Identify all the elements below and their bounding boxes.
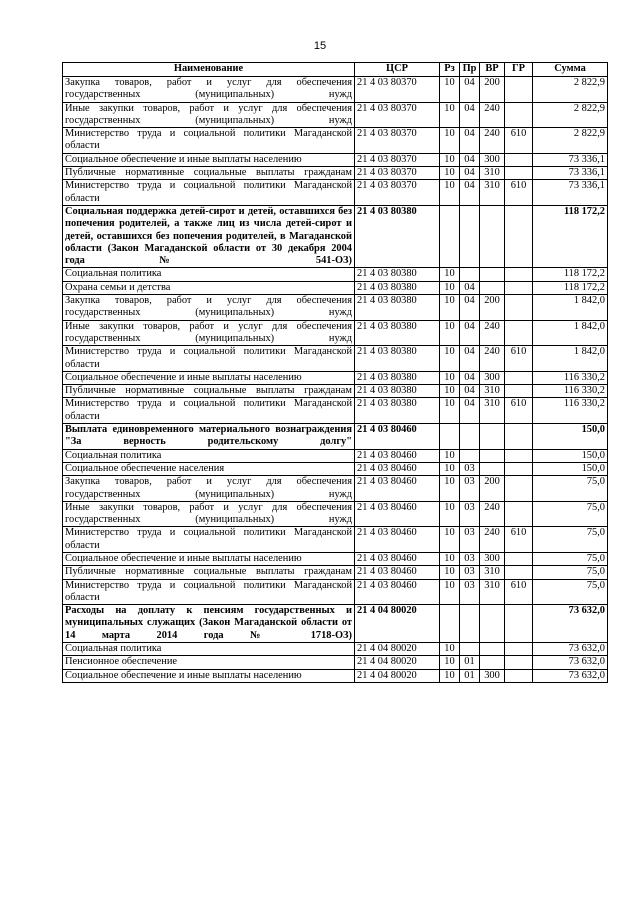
cell-gr xyxy=(505,77,533,103)
cell-gr: 610 xyxy=(505,128,533,154)
cell-csr: 21 4 03 80370 xyxy=(355,102,440,128)
cell-pr: 04 xyxy=(460,371,480,384)
table-row xyxy=(63,167,608,180)
cell-name: Социальное обеспечение и иные выплаты населению xyxy=(63,153,355,166)
cell-gr xyxy=(505,476,533,502)
cell-rz: 10 xyxy=(440,579,460,605)
table-row xyxy=(63,527,608,553)
cell-pr xyxy=(460,424,480,450)
cell-csr: 21 4 03 80370 xyxy=(355,180,440,206)
cell-name: Министерство труда и социальной политики Магаданской области xyxy=(63,398,355,424)
table-row xyxy=(63,552,608,565)
cell-sum: 2 822,9 xyxy=(533,77,608,103)
cell-gr xyxy=(505,167,533,180)
table-row xyxy=(63,656,608,669)
table-body xyxy=(63,77,608,683)
cell-sum: 73 336,1 xyxy=(533,153,608,166)
table-row xyxy=(63,77,608,103)
cell-rz: 10 xyxy=(440,527,460,553)
cell-rz: 10 xyxy=(440,128,460,154)
cell-rz: 10 xyxy=(440,320,460,346)
cell-vr: 310 xyxy=(480,398,505,424)
cell-name: Публичные нормативные социальные выплаты гражданам xyxy=(63,167,355,180)
cell-csr: 21 4 03 80370 xyxy=(355,77,440,103)
cell-name: Публичные нормативные социальные выплаты гражданам xyxy=(63,566,355,579)
cell-rz: 10 xyxy=(440,180,460,206)
table-row xyxy=(63,669,608,682)
cell-csr: 21 4 03 80380 xyxy=(355,320,440,346)
cell-vr xyxy=(480,643,505,656)
cell-gr: 610 xyxy=(505,180,533,206)
cell-csr: 21 4 03 80460 xyxy=(355,501,440,527)
cell-pr: 03 xyxy=(460,462,480,475)
cell-gr xyxy=(505,281,533,294)
cell-rz: 10 xyxy=(440,153,460,166)
cell-sum: 150,0 xyxy=(533,424,608,450)
cell-vr xyxy=(480,205,505,267)
cell-sum: 75,0 xyxy=(533,501,608,527)
cell-gr: 610 xyxy=(505,579,533,605)
table-row xyxy=(63,346,608,372)
cell-gr xyxy=(505,320,533,346)
cell-vr: 240 xyxy=(480,128,505,154)
cell-vr xyxy=(480,656,505,669)
cell-csr: 21 4 03 80460 xyxy=(355,462,440,475)
cell-pr: 03 xyxy=(460,527,480,553)
cell-csr: 21 4 03 80380 xyxy=(355,398,440,424)
cell-rz: 10 xyxy=(440,462,460,475)
cell-rz: 10 xyxy=(440,449,460,462)
cell-rz: 10 xyxy=(440,669,460,682)
table-row xyxy=(63,295,608,321)
cell-rz: 10 xyxy=(440,371,460,384)
page-number: 15 xyxy=(313,40,327,52)
cell-name: Охрана семьи и детства xyxy=(63,281,355,294)
cell-csr: 21 4 03 80460 xyxy=(355,476,440,502)
cell-name: Социальное обеспечение населения xyxy=(63,462,355,475)
cell-vr: 200 xyxy=(480,77,505,103)
cell-rz: 10 xyxy=(440,281,460,294)
cell-csr: 21 4 03 80380 xyxy=(355,205,440,267)
cell-gr xyxy=(505,656,533,669)
table-row xyxy=(63,501,608,527)
cell-gr xyxy=(505,268,533,281)
cell-pr: 01 xyxy=(460,656,480,669)
cell-csr: 21 4 03 80460 xyxy=(355,566,440,579)
cell-gr xyxy=(505,669,533,682)
cell-sum: 2 822,9 xyxy=(533,102,608,128)
cell-name: Расходы на доплату к пенсиям государственных и муниципальных служащих (Закон Магаданской области от 14 марта 2014 года № 1718-ОЗ) xyxy=(63,605,355,643)
cell-sum: 116 330,2 xyxy=(533,371,608,384)
cell-csr: 21 4 03 80380 xyxy=(355,371,440,384)
cell-pr: 04 xyxy=(460,102,480,128)
cell-sum: 2 822,9 xyxy=(533,128,608,154)
cell-sum: 73 632,0 xyxy=(533,605,608,643)
cell-rz: 10 xyxy=(440,77,460,103)
cell-gr xyxy=(505,153,533,166)
cell-csr: 21 4 03 80380 xyxy=(355,295,440,321)
table-row xyxy=(63,579,608,605)
cell-sum: 73 336,1 xyxy=(533,180,608,206)
cell-sum: 73 632,0 xyxy=(533,643,608,656)
cell-pr: 04 xyxy=(460,153,480,166)
cell-csr: 21 4 03 80380 xyxy=(355,385,440,398)
cell-rz: 10 xyxy=(440,501,460,527)
cell-name: Социальное обеспечение и иные выплаты населению xyxy=(63,552,355,565)
cell-vr: 240 xyxy=(480,501,505,527)
cell-pr: 03 xyxy=(460,476,480,502)
cell-pr: 03 xyxy=(460,501,480,527)
cell-csr: 21 4 03 80460 xyxy=(355,424,440,450)
cell-name: Пенсионное обеспечение xyxy=(63,656,355,669)
cell-name: Выплата единовременного материального вознаграждения "За верность родительскому долгу" xyxy=(63,424,355,450)
table-row xyxy=(63,281,608,294)
table-row xyxy=(63,385,608,398)
cell-name: Социальная поддержка детей-сирот и детей, оставшихся без попечения родителей, а также лиц из числа детей-сирот и детей, оставшихся без попечения родителей, в Магаданской области (Закон Магаданской области от 30 декабря 2004 года № 541-ОЗ) xyxy=(63,205,355,267)
cell-sum: 73 632,0 xyxy=(533,669,608,682)
cell-sum: 75,0 xyxy=(533,579,608,605)
cell-rz: 10 xyxy=(440,385,460,398)
cell-csr: 21 4 03 80460 xyxy=(355,449,440,462)
cell-vr: 310 xyxy=(480,566,505,579)
cell-name: Социальное обеспечение и иные выплаты населению xyxy=(63,371,355,384)
cell-name: Министерство труда и социальной политики Магаданской области xyxy=(63,579,355,605)
cell-csr: 21 4 03 80460 xyxy=(355,552,440,565)
cell-csr: 21 4 03 80370 xyxy=(355,128,440,154)
cell-sum: 75,0 xyxy=(533,476,608,502)
cell-vr xyxy=(480,605,505,643)
budget-table xyxy=(62,62,608,683)
header-name: Наименование xyxy=(63,63,355,77)
cell-rz: 10 xyxy=(440,552,460,565)
cell-gr xyxy=(505,643,533,656)
cell-sum: 73 336,1 xyxy=(533,167,608,180)
cell-sum: 73 632,0 xyxy=(533,656,608,669)
cell-rz: 10 xyxy=(440,167,460,180)
cell-gr xyxy=(505,102,533,128)
cell-vr: 300 xyxy=(480,371,505,384)
cell-gr xyxy=(505,552,533,565)
cell-pr: 03 xyxy=(460,566,480,579)
table-row xyxy=(63,605,608,643)
cell-rz: 10 xyxy=(440,566,460,579)
cell-vr: 240 xyxy=(480,527,505,553)
table-row xyxy=(63,371,608,384)
cell-name: Иные закупки товаров, работ и услуг для обеспечения государственных (муниципальных) нужд xyxy=(63,501,355,527)
cell-vr: 200 xyxy=(480,476,505,502)
cell-csr: 21 4 03 80380 xyxy=(355,346,440,372)
cell-name: Закупка товаров, работ и услуг для обеспечения государственных (муниципальных) нужд xyxy=(63,295,355,321)
cell-pr: 04 xyxy=(460,167,480,180)
cell-rz xyxy=(440,605,460,643)
table-row xyxy=(63,153,608,166)
cell-vr: 300 xyxy=(480,552,505,565)
cell-sum: 150,0 xyxy=(533,449,608,462)
cell-name: Министерство труда и социальной политики Магаданской области xyxy=(63,128,355,154)
cell-name: Закупка товаров, работ и услуг для обеспечения государственных (муниципальных) нужд xyxy=(63,77,355,103)
cell-sum: 116 330,2 xyxy=(533,385,608,398)
table-row xyxy=(63,180,608,206)
header-pr: Пр xyxy=(460,63,480,77)
cell-vr xyxy=(480,449,505,462)
table-row xyxy=(63,424,608,450)
cell-gr xyxy=(505,449,533,462)
header-rz: Рз xyxy=(440,63,460,77)
cell-sum: 118 172,2 xyxy=(533,281,608,294)
cell-gr xyxy=(505,462,533,475)
table-row xyxy=(63,449,608,462)
cell-sum: 75,0 xyxy=(533,552,608,565)
cell-gr: 610 xyxy=(505,527,533,553)
cell-pr: 04 xyxy=(460,346,480,372)
cell-pr: 04 xyxy=(460,385,480,398)
cell-name: Министерство труда и социальной политики Магаданской области xyxy=(63,180,355,206)
cell-gr xyxy=(505,385,533,398)
cell-vr xyxy=(480,281,505,294)
cell-gr xyxy=(505,605,533,643)
cell-csr: 21 4 04 80020 xyxy=(355,605,440,643)
cell-gr: 610 xyxy=(505,398,533,424)
cell-csr: 21 4 03 80460 xyxy=(355,579,440,605)
cell-gr xyxy=(505,424,533,450)
cell-rz xyxy=(440,424,460,450)
cell-pr xyxy=(460,449,480,462)
cell-gr xyxy=(505,295,533,321)
header-csr: ЦСР xyxy=(355,63,440,77)
header-vr: ВР xyxy=(480,63,505,77)
cell-rz: 10 xyxy=(440,102,460,128)
table-row xyxy=(63,476,608,502)
cell-sum: 116 330,2 xyxy=(533,398,608,424)
header-sum: Сумма xyxy=(533,63,608,77)
cell-pr: 04 xyxy=(460,128,480,154)
cell-rz: 10 xyxy=(440,643,460,656)
cell-rz: 10 xyxy=(440,476,460,502)
table-row xyxy=(63,462,608,475)
cell-vr: 310 xyxy=(480,167,505,180)
cell-csr: 21 4 03 80380 xyxy=(355,281,440,294)
table-row xyxy=(63,320,608,346)
cell-name: Социальная политика xyxy=(63,449,355,462)
cell-name: Иные закупки товаров, работ и услуг для обеспечения государственных (муниципальных) нужд xyxy=(63,320,355,346)
cell-sum: 75,0 xyxy=(533,566,608,579)
cell-rz: 10 xyxy=(440,398,460,424)
cell-sum: 1 842,0 xyxy=(533,346,608,372)
cell-pr xyxy=(460,605,480,643)
cell-csr: 21 4 03 80370 xyxy=(355,167,440,180)
table-row xyxy=(63,205,608,267)
cell-sum: 1 842,0 xyxy=(533,295,608,321)
table-row xyxy=(63,398,608,424)
cell-sum: 118 172,2 xyxy=(533,205,608,267)
cell-sum: 75,0 xyxy=(533,527,608,553)
cell-name: Социальная политика xyxy=(63,268,355,281)
cell-vr xyxy=(480,462,505,475)
cell-name: Публичные нормативные социальные выплаты гражданам xyxy=(63,385,355,398)
cell-name: Социальное обеспечение и иные выплаты населению xyxy=(63,669,355,682)
cell-vr: 300 xyxy=(480,153,505,166)
cell-csr: 21 4 04 80020 xyxy=(355,669,440,682)
cell-name: Иные закупки товаров, работ и услуг для обеспечения государственных (муниципальных) нужд xyxy=(63,102,355,128)
cell-rz: 10 xyxy=(440,346,460,372)
cell-pr: 04 xyxy=(460,77,480,103)
cell-vr: 240 xyxy=(480,320,505,346)
table-row xyxy=(63,102,608,128)
cell-rz xyxy=(440,205,460,267)
cell-pr: 04 xyxy=(460,180,480,206)
cell-sum: 1 842,0 xyxy=(533,320,608,346)
cell-pr xyxy=(460,268,480,281)
cell-csr: 21 4 04 80020 xyxy=(355,656,440,669)
table-row xyxy=(63,643,608,656)
cell-pr: 04 xyxy=(460,295,480,321)
header-gr: ГР xyxy=(505,63,533,77)
cell-pr: 01 xyxy=(460,669,480,682)
cell-gr xyxy=(505,501,533,527)
table-row xyxy=(63,128,608,154)
cell-gr xyxy=(505,371,533,384)
cell-vr: 300 xyxy=(480,669,505,682)
cell-pr xyxy=(460,643,480,656)
table-row xyxy=(63,566,608,579)
cell-csr: 21 4 03 80460 xyxy=(355,527,440,553)
cell-pr: 04 xyxy=(460,398,480,424)
cell-pr: 04 xyxy=(460,281,480,294)
cell-rz: 10 xyxy=(440,295,460,321)
table-row xyxy=(63,268,608,281)
cell-pr: 03 xyxy=(460,579,480,605)
cell-vr: 310 xyxy=(480,579,505,605)
cell-gr xyxy=(505,205,533,267)
cell-sum: 118 172,2 xyxy=(533,268,608,281)
cell-vr: 310 xyxy=(480,180,505,206)
cell-pr xyxy=(460,205,480,267)
cell-name: Министерство труда и социальной политики Магаданской области xyxy=(63,527,355,553)
cell-gr: 610 xyxy=(505,346,533,372)
cell-vr xyxy=(480,268,505,281)
cell-rz: 10 xyxy=(440,268,460,281)
cell-vr: 240 xyxy=(480,346,505,372)
cell-csr: 21 4 03 80370 xyxy=(355,153,440,166)
cell-pr: 04 xyxy=(460,320,480,346)
cell-name: Министерство труда и социальной политики Магаданской области xyxy=(63,346,355,372)
cell-rz: 10 xyxy=(440,656,460,669)
cell-pr: 03 xyxy=(460,552,480,565)
cell-csr: 21 4 04 80020 xyxy=(355,643,440,656)
cell-vr xyxy=(480,424,505,450)
cell-vr: 310 xyxy=(480,385,505,398)
cell-vr: 240 xyxy=(480,102,505,128)
cell-gr xyxy=(505,566,533,579)
table-header-row xyxy=(63,63,608,77)
cell-name: Закупка товаров, работ и услуг для обеспечения государственных (муниципальных) нужд xyxy=(63,476,355,502)
cell-csr: 21 4 03 80380 xyxy=(355,268,440,281)
cell-vr: 200 xyxy=(480,295,505,321)
cell-name: Социальная политика xyxy=(63,643,355,656)
cell-sum: 150,0 xyxy=(533,462,608,475)
